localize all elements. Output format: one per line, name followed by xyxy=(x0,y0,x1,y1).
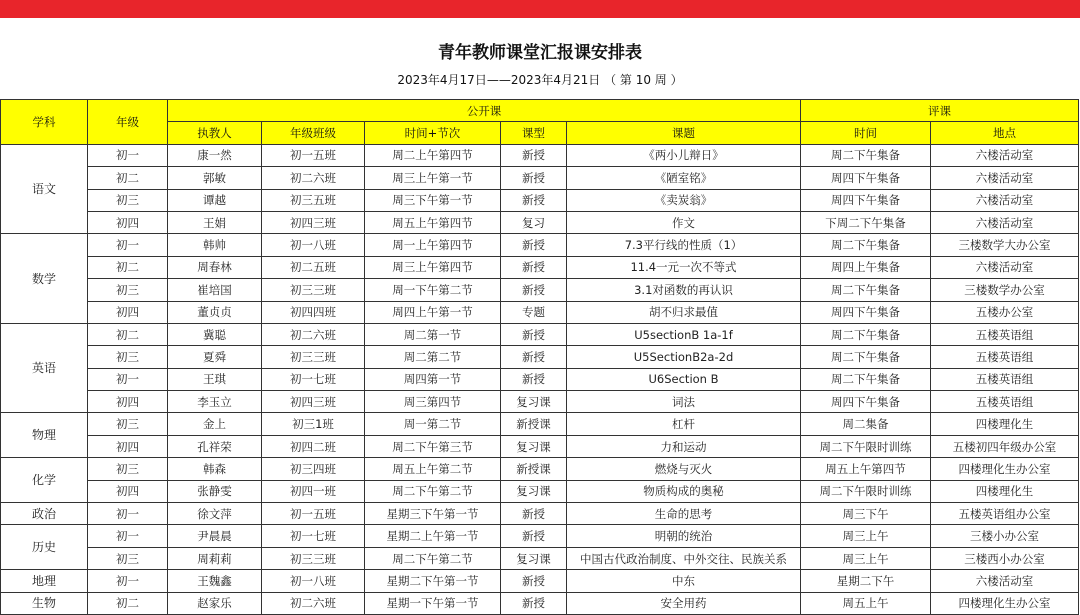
header-subject: 学科 xyxy=(1,100,88,145)
eval-time-cell: 周二下午限时训练 xyxy=(801,435,931,457)
eval-time-cell: 周三上午 xyxy=(801,547,931,569)
class-cell: 初一七班 xyxy=(262,525,365,547)
type-cell: 新授 xyxy=(501,525,567,547)
topic-cell: 安全用药 xyxy=(567,592,801,614)
table-row xyxy=(1,279,1079,301)
subject-cell: 数学 xyxy=(1,234,88,324)
place-cell: 六楼活动室 xyxy=(931,570,1079,592)
time-cell: 周三下午第一节 xyxy=(365,189,501,211)
topic-cell: 《两小儿辩日》 xyxy=(567,144,801,166)
time-cell: 周一上午第四节 xyxy=(365,234,501,256)
time-cell: 周二下午第三节 xyxy=(365,435,501,457)
type-cell: 专题 xyxy=(501,301,567,323)
type-cell: 新授 xyxy=(501,256,567,278)
topic-cell: 力和运动 xyxy=(567,435,801,457)
grade-cell: 初一 xyxy=(88,503,168,525)
table-row xyxy=(1,435,1079,457)
eval-time-cell: 周四下午集备 xyxy=(801,391,931,413)
grade-cell: 初二 xyxy=(88,167,168,189)
teacher-cell: 王娟 xyxy=(168,211,262,233)
header-class-type: 课型 xyxy=(501,122,567,144)
eval-time-cell: 周五上午第四节 xyxy=(801,458,931,480)
teacher-cell: 徐文萍 xyxy=(168,503,262,525)
topic-cell: 明朝的统治 xyxy=(567,525,801,547)
place-cell: 五楼英语组 xyxy=(931,391,1079,413)
time-cell: 周五上午第二节 xyxy=(365,458,501,480)
place-cell: 五楼英语组办公室 xyxy=(931,503,1079,525)
time-cell: 星期三下午第一节 xyxy=(365,503,501,525)
teacher-cell: 冀聪 xyxy=(168,323,262,345)
place-cell: 六楼活动室 xyxy=(931,211,1079,233)
class-cell: 初四三班 xyxy=(262,211,365,233)
eval-time-cell: 周四上午集备 xyxy=(801,256,931,278)
topic-cell: 燃烧与灭火 xyxy=(567,458,801,480)
place-cell: 三楼西小办公室 xyxy=(931,547,1079,569)
table-row xyxy=(1,256,1079,278)
teacher-cell: 韩帅 xyxy=(168,234,262,256)
place-cell: 五楼英语组 xyxy=(931,323,1079,345)
type-cell: 新授 xyxy=(501,167,567,189)
subject-cell: 化学 xyxy=(1,458,88,503)
grade-cell: 初四 xyxy=(88,211,168,233)
place-cell: 三楼数学大办公室 xyxy=(931,234,1079,256)
topic-cell: 杠杆 xyxy=(567,413,801,435)
type-cell: 新授 xyxy=(501,234,567,256)
class-cell: 初二五班 xyxy=(262,256,365,278)
time-cell: 周二第一节 xyxy=(365,323,501,345)
type-cell: 新授 xyxy=(501,503,567,525)
subject-cell: 历史 xyxy=(1,525,88,570)
type-cell: 新授课 xyxy=(501,413,567,435)
type-cell: 新授 xyxy=(501,592,567,614)
date-range-subtitle: 2023年4月17日——2023年4月21日 （ 第 10 周 ） xyxy=(397,73,683,87)
subject-cell: 语文 xyxy=(1,144,88,234)
type-cell: 新授 xyxy=(501,346,567,368)
teacher-cell: 尹晨晨 xyxy=(168,525,262,547)
teacher-cell: 谭越 xyxy=(168,189,262,211)
place-cell: 六楼活动室 xyxy=(931,256,1079,278)
time-cell: 周一下午第二节 xyxy=(365,279,501,301)
time-cell: 星期二下午第一节 xyxy=(365,570,501,592)
place-cell: 四楼理化生 xyxy=(931,413,1079,435)
time-cell: 星期二上午第一节 xyxy=(365,525,501,547)
table-row xyxy=(1,458,1079,480)
topic-cell: 作文 xyxy=(567,211,801,233)
header-open-class: 公开课 xyxy=(168,100,801,122)
teacher-cell: 康一然 xyxy=(168,144,262,166)
teacher-cell: 孔祥荣 xyxy=(168,435,262,457)
eval-time-cell: 周五上午 xyxy=(801,592,931,614)
table-row xyxy=(1,480,1079,502)
class-cell: 初三三班 xyxy=(262,279,365,301)
class-cell: 初三1班 xyxy=(262,413,365,435)
topic-cell: 11.4一元一次不等式 xyxy=(567,256,801,278)
header-grade: 年级 xyxy=(88,100,168,145)
eval-time-cell: 周二下午集备 xyxy=(801,368,931,390)
type-cell: 新授 xyxy=(501,279,567,301)
topic-cell: 词法 xyxy=(567,391,801,413)
table-row xyxy=(1,368,1079,390)
place-cell: 五楼英语组 xyxy=(931,346,1079,368)
grade-cell: 初三 xyxy=(88,413,168,435)
time-cell: 周二上午第四节 xyxy=(365,144,501,166)
eval-time-cell: 周二下午集备 xyxy=(801,234,931,256)
place-cell: 六楼活动室 xyxy=(931,167,1079,189)
subject-cell: 政治 xyxy=(1,503,88,525)
topic-cell: 7.3平行线的性质（1） xyxy=(567,234,801,256)
grade-cell: 初一 xyxy=(88,368,168,390)
topic-cell: U5sectionB 1a-1f xyxy=(567,323,801,345)
table-row xyxy=(1,167,1079,189)
time-cell: 周四上午第一节 xyxy=(365,301,501,323)
teacher-cell: 赵家乐 xyxy=(168,592,262,614)
place-cell: 三楼小办公室 xyxy=(931,525,1079,547)
table-row xyxy=(1,503,1079,525)
table-row xyxy=(1,234,1079,256)
type-cell: 新授 xyxy=(501,144,567,166)
eval-time-cell: 周二下午限时训练 xyxy=(801,480,931,502)
place-cell: 四楼理化生办公室 xyxy=(931,592,1079,614)
time-cell: 周三上午第一节 xyxy=(365,167,501,189)
table-row xyxy=(1,592,1079,614)
time-cell: 周五上午第四节 xyxy=(365,211,501,233)
teacher-cell: 周莉莉 xyxy=(168,547,262,569)
topic-cell: 《卖炭翁》 xyxy=(567,189,801,211)
grade-cell: 初一 xyxy=(88,570,168,592)
class-cell: 初三三班 xyxy=(262,547,365,569)
schedule-body xyxy=(1,144,1079,614)
type-cell: 新授 xyxy=(501,323,567,345)
class-cell: 初一五班 xyxy=(262,144,365,166)
table-row xyxy=(1,144,1079,166)
teacher-cell: 韩森 xyxy=(168,458,262,480)
table-row xyxy=(1,189,1079,211)
type-cell: 新授课 xyxy=(501,458,567,480)
class-cell: 初一五班 xyxy=(262,503,365,525)
grade-cell: 初三 xyxy=(88,346,168,368)
subject-cell: 英语 xyxy=(1,323,88,413)
place-cell: 五楼初四年级办公室 xyxy=(931,435,1079,457)
topic-cell: 生命的思考 xyxy=(567,503,801,525)
teacher-cell: 张静雯 xyxy=(168,480,262,502)
class-cell: 初二六班 xyxy=(262,167,365,189)
time-cell: 周二下午第二节 xyxy=(365,547,501,569)
header-eval-time: 时间 xyxy=(801,122,931,144)
place-cell: 四楼理化生 xyxy=(931,480,1079,502)
header-topic: 课题 xyxy=(567,122,801,144)
class-cell: 初三五班 xyxy=(262,189,365,211)
type-cell: 复习课 xyxy=(501,435,567,457)
eval-time-cell: 周四下午集备 xyxy=(801,189,931,211)
time-cell: 周四第一节 xyxy=(365,368,501,390)
grade-cell: 初四 xyxy=(88,301,168,323)
table-row xyxy=(1,547,1079,569)
class-cell: 初四一班 xyxy=(262,480,365,502)
topic-cell: 中东 xyxy=(567,570,801,592)
time-cell: 星期一下午第一节 xyxy=(365,592,501,614)
eval-time-cell: 周四下午集备 xyxy=(801,301,931,323)
grade-cell: 初一 xyxy=(88,234,168,256)
grade-cell: 初二 xyxy=(88,323,168,345)
class-cell: 初一八班 xyxy=(262,570,365,592)
grade-cell: 初三 xyxy=(88,458,168,480)
grade-cell: 初四 xyxy=(88,480,168,502)
class-cell: 初一七班 xyxy=(262,368,365,390)
class-cell: 初四二班 xyxy=(262,435,365,457)
subject-cell: 生物 xyxy=(1,592,88,614)
teacher-cell: 金上 xyxy=(168,413,262,435)
topic-cell: U5SectionB2a-2d xyxy=(567,346,801,368)
subject-cell: 物理 xyxy=(1,413,88,458)
type-cell: 复习课 xyxy=(501,391,567,413)
topic-cell: 中国古代政治制度、中外交往、民族关系 xyxy=(567,547,801,569)
grade-cell: 初一 xyxy=(88,525,168,547)
class-cell: 初四三班 xyxy=(262,391,365,413)
table-row xyxy=(1,346,1079,368)
teacher-cell: 李玉立 xyxy=(168,391,262,413)
type-cell: 新授 xyxy=(501,570,567,592)
header-eval-place: 地点 xyxy=(931,122,1079,144)
teacher-cell: 王琪 xyxy=(168,368,262,390)
grade-cell: 初二 xyxy=(88,256,168,278)
eval-time-cell: 下周二下午集备 xyxy=(801,211,931,233)
table-row xyxy=(1,413,1079,435)
topic-cell: 3.1对函数的再认识 xyxy=(567,279,801,301)
type-cell: 新授 xyxy=(501,189,567,211)
grade-cell: 初一 xyxy=(88,144,168,166)
teacher-cell: 夏舜 xyxy=(168,346,262,368)
table-row xyxy=(1,301,1079,323)
teacher-cell: 董贞贞 xyxy=(168,301,262,323)
type-cell: 复习课 xyxy=(501,547,567,569)
eval-time-cell: 周二下午集备 xyxy=(801,144,931,166)
teacher-cell: 郭敏 xyxy=(168,167,262,189)
time-cell: 周二下午第二节 xyxy=(365,480,501,502)
table-row xyxy=(1,323,1079,345)
place-cell: 六楼活动室 xyxy=(931,144,1079,166)
eval-time-cell: 周三上午 xyxy=(801,525,931,547)
class-cell: 初二六班 xyxy=(262,592,365,614)
table-row xyxy=(1,570,1079,592)
eval-time-cell: 周二下午集备 xyxy=(801,279,931,301)
type-cell: 新授 xyxy=(501,368,567,390)
header-time-period: 时间+节次 xyxy=(365,122,501,144)
grade-cell: 初四 xyxy=(88,391,168,413)
class-cell: 初二六班 xyxy=(262,323,365,345)
table-row xyxy=(1,211,1079,233)
time-cell: 周二第二节 xyxy=(365,346,501,368)
grade-cell: 初三 xyxy=(88,189,168,211)
class-cell: 初三三班 xyxy=(262,346,365,368)
place-cell: 四楼理化生办公室 xyxy=(931,458,1079,480)
teacher-cell: 崔培国 xyxy=(168,279,262,301)
time-cell: 周三上午第四节 xyxy=(365,256,501,278)
place-cell: 五楼英语组 xyxy=(931,368,1079,390)
eval-time-cell: 周三下午 xyxy=(801,503,931,525)
eval-time-cell: 周四下午集备 xyxy=(801,167,931,189)
grade-cell: 初四 xyxy=(88,435,168,457)
subject-cell: 地理 xyxy=(1,570,88,592)
schedule-table xyxy=(0,99,1079,615)
eval-time-cell: 星期二下午 xyxy=(801,570,931,592)
header-row-1 xyxy=(1,100,1079,122)
header-evaluation: 评课 xyxy=(801,100,1079,122)
eval-time-cell: 周二下午集备 xyxy=(801,323,931,345)
page-title: 青年教师课堂汇报课安排表 xyxy=(438,43,642,63)
table-row xyxy=(1,391,1079,413)
topic-cell: U6Section B xyxy=(567,368,801,390)
topic-cell: 物质构成的奥秘 xyxy=(567,480,801,502)
grade-cell: 初三 xyxy=(88,279,168,301)
topic-cell: 胡不归求最值 xyxy=(567,301,801,323)
eval-time-cell: 周二集备 xyxy=(801,413,931,435)
table-row xyxy=(1,525,1079,547)
eval-time-cell: 周二下午集备 xyxy=(801,346,931,368)
place-cell: 五楼办公室 xyxy=(931,301,1079,323)
teacher-cell: 王魏鑫 xyxy=(168,570,262,592)
header-teacher: 执教人 xyxy=(168,122,262,144)
teacher-cell: 周春林 xyxy=(168,256,262,278)
type-cell: 复习 xyxy=(501,211,567,233)
topic-cell: 《陋室铭》 xyxy=(567,167,801,189)
time-cell: 周一第二节 xyxy=(365,413,501,435)
place-cell: 三楼数学办公室 xyxy=(931,279,1079,301)
top-red-bar xyxy=(0,0,1080,18)
header-grade-class: 年级班级 xyxy=(262,122,365,144)
type-cell: 复习课 xyxy=(501,480,567,502)
class-cell: 初一八班 xyxy=(262,234,365,256)
grade-cell: 初三 xyxy=(88,547,168,569)
class-cell: 初四四班 xyxy=(262,301,365,323)
grade-cell: 初二 xyxy=(88,592,168,614)
class-cell: 初三四班 xyxy=(262,458,365,480)
place-cell: 六楼活动室 xyxy=(931,189,1079,211)
time-cell: 周三第四节 xyxy=(365,391,501,413)
